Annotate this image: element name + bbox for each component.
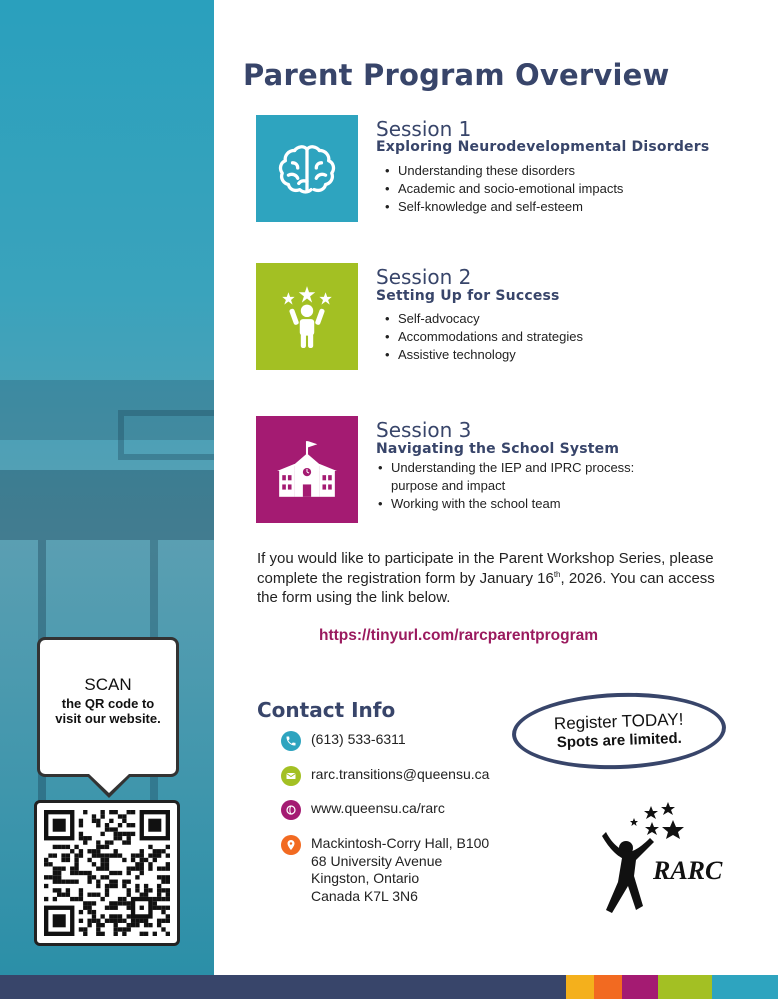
brain-icon (274, 136, 340, 202)
address-line: 68 University Avenue (311, 852, 443, 869)
list-item: • Working with the school team (375, 495, 634, 513)
qr-code-icon (44, 810, 170, 936)
address-line: Canada K7L 3N6 (311, 887, 418, 904)
session-1-subtitle: Exploring Neurodevelopmental Disorders (376, 139, 710, 155)
list-item: • Self-advocacy (382, 310, 583, 328)
person-stars-icon (274, 284, 340, 350)
session-2-title: Session 2 (376, 265, 472, 289)
bar-segment (0, 975, 566, 999)
contact-website-row (281, 800, 445, 820)
phone-icon (281, 731, 301, 751)
contact-email-row (281, 766, 489, 786)
school-building-icon (274, 437, 340, 503)
registration-link[interactable]: https://tinyurl.com/rarcparentprogram (319, 627, 599, 644)
list-item: • Assistive technology (382, 346, 583, 364)
location-pin-icon (281, 835, 301, 855)
email-icon (281, 766, 301, 786)
session-2-topics (382, 310, 583, 364)
list-item: • Understanding these disorders (382, 162, 623, 180)
page-title: Parent Program Overview (243, 58, 670, 92)
qr-code[interactable] (34, 800, 180, 946)
contact-address (311, 835, 489, 905)
list-item: • Accommodations and strategies (382, 328, 583, 346)
session-3-tile (256, 416, 358, 523)
contact-website[interactable]: www.queensu.ca/rarc (311, 800, 445, 816)
session-1-topics (382, 162, 623, 216)
date-suffix: th (553, 569, 561, 579)
rarc-logo-text: RARC (653, 856, 723, 885)
session-2-subtitle: Setting Up for Success (376, 288, 560, 304)
bar-segment (658, 975, 712, 999)
scan-label: SCAN (84, 675, 132, 694)
list-item: • Understanding the IEP and IPRC process: (375, 459, 634, 477)
address-line: Kingston, Ontario (311, 870, 420, 886)
contact-title: Contact Info (257, 698, 396, 722)
scan-callout-pointer-fill (89, 774, 129, 793)
list-item: purpose and impact (391, 478, 506, 493)
photo-chair (118, 410, 214, 460)
bar-segment (622, 975, 658, 999)
session-3-title: Session 3 (376, 418, 472, 442)
session-3-topics (375, 459, 634, 513)
bar-segment (566, 975, 594, 999)
bar-segment (712, 975, 778, 999)
registration-text: If you would like to participate in the Parent Workshop Series, please complete the registration form by January 16 (257, 550, 714, 587)
contact-phone-row (281, 731, 406, 751)
list-item: • Self-knowledge and self-esteem (382, 198, 623, 216)
register-headline: Register TODAY! (553, 709, 684, 734)
contact-email[interactable]: rarc.transitions@queensu.ca (311, 766, 490, 782)
globe-icon (281, 800, 301, 820)
address-line: Mackintosh-Corry Hall, B100 (311, 835, 490, 851)
scan-callout (37, 637, 179, 777)
contact-address-row (281, 835, 489, 905)
scan-instructions: the QR code to visit our website. (55, 696, 161, 726)
bar-segment (594, 975, 622, 999)
list-item: • Academic and socio-emotional impacts (382, 180, 623, 198)
register-subline: Spots are limited. (556, 729, 683, 752)
register-today-badge (511, 689, 728, 772)
session-1-tile (256, 115, 358, 222)
session-2-tile (256, 263, 358, 370)
photo-desk (0, 470, 214, 540)
session-3-subtitle: Navigating the School System (376, 441, 620, 457)
session-1-title: Session 1 (376, 117, 472, 141)
bottom-color-bar (0, 975, 778, 999)
registration-paragraph (257, 549, 727, 608)
registration-text-end: , 2026. You can access the form using the link below. (257, 569, 715, 606)
contact-phone[interactable]: (613) 533-6311 (311, 731, 406, 747)
